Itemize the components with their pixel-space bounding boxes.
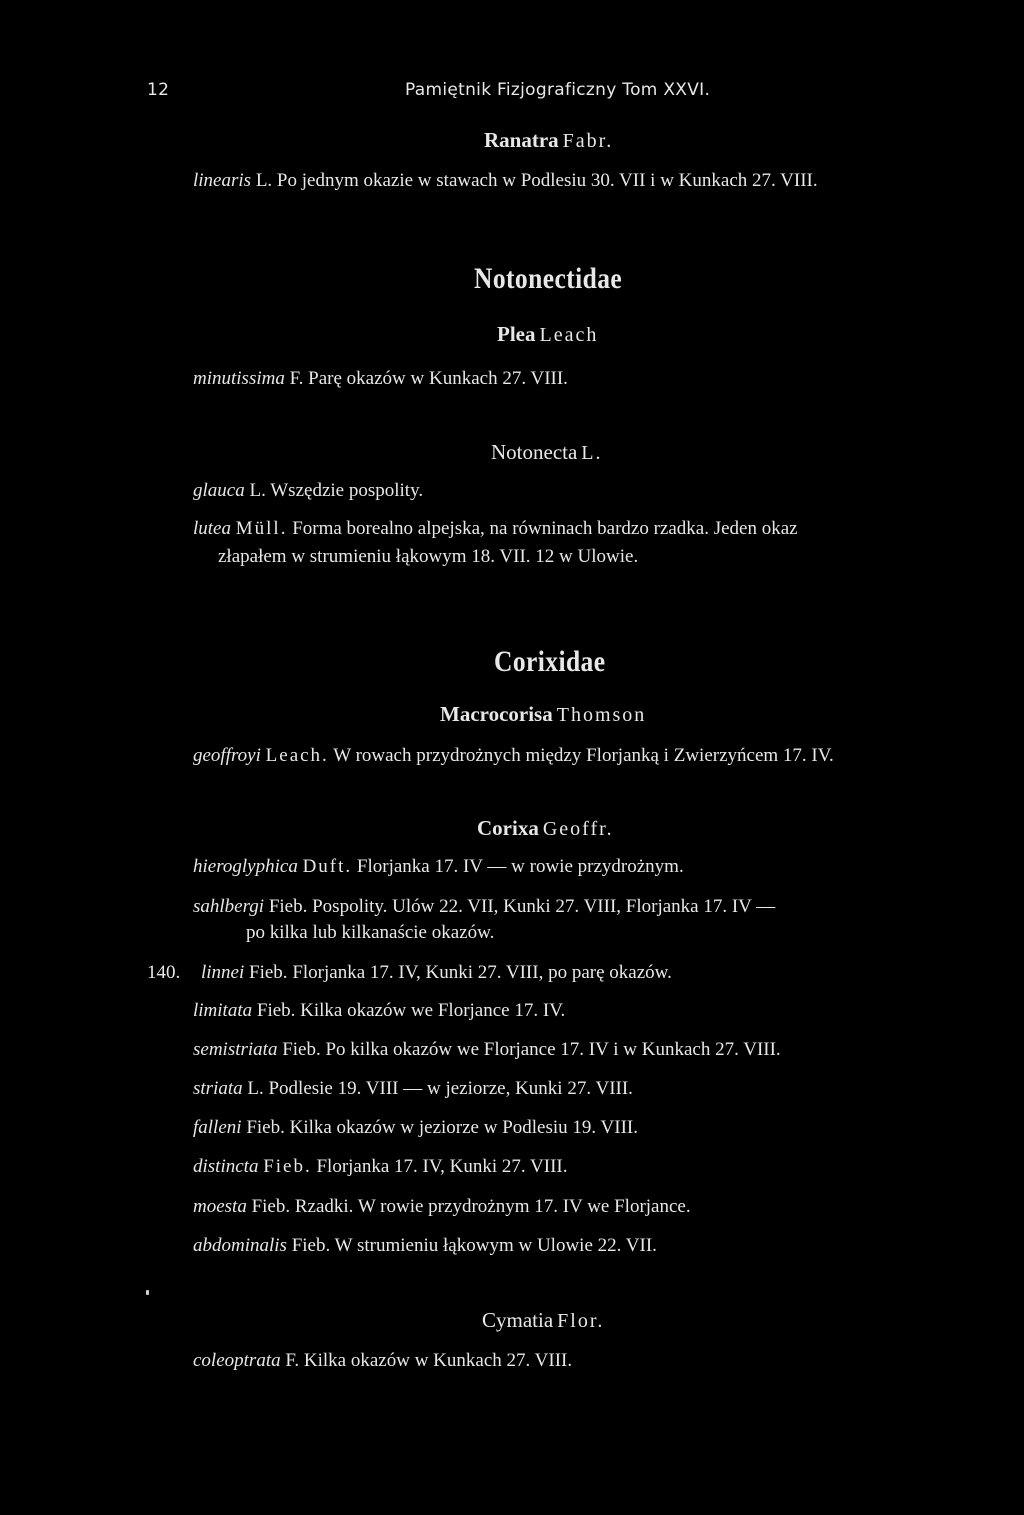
species-name: linearis: [193, 170, 252, 191]
species-name: glauca: [193, 480, 245, 501]
genus-author: L.: [581, 442, 603, 464]
print-speck: [146, 1290, 149, 1295]
species-entry-geoffroyi: [193, 745, 834, 767]
species-text: W rowach przydrożnych między Florjanką i Zwierzyńcem 17. IV.: [333, 745, 834, 766]
genus-name: Ranatra: [484, 128, 559, 152]
genus-name: Cymatia: [482, 1308, 554, 1332]
species-text: Wszędzie pospolity.: [270, 480, 424, 501]
genus-heading-plea: [497, 322, 598, 347]
species-entry-hieroglyphica: [193, 856, 684, 878]
species-name: moesta: [193, 1196, 247, 1217]
species-text: Rzadki. W rowie przydrożnym 17. IV we Florjance.: [294, 1196, 691, 1217]
family-heading-notonectidae: Notonectidae: [474, 262, 623, 295]
species-author: Fieb.: [263, 1156, 312, 1177]
species-name: geoffroyi: [193, 745, 261, 766]
page-number: 12: [147, 80, 170, 100]
species-name: hieroglyphica: [193, 856, 298, 877]
species-entry-semistriata: [193, 1039, 781, 1061]
species-entry-minutissima: [193, 368, 568, 390]
genus-author: Flor.: [557, 1310, 605, 1332]
species-author: F.: [289, 368, 304, 389]
species-text: Po jednym okazie w stawach w Podlesiu 30. VII i w Kunkach 27. VIII.: [276, 170, 818, 191]
species-entry-sahlbergi-continued: po kilka lub kilkanaście okazów.: [246, 922, 495, 943]
species-author: Fieb.: [251, 1196, 291, 1217]
species-name: limitata: [193, 1000, 253, 1021]
species-text: Florjanka 17. IV, Kunki 27. VIII, po parę okazów.: [292, 962, 672, 983]
species-author: Fieb.: [268, 896, 308, 917]
genus-heading-macrocorisa: [440, 702, 646, 727]
species-name: striata: [193, 1078, 243, 1099]
genus-heading-corixa: [477, 816, 614, 841]
species-text: Podlesie 19. VIII — w jeziorze, Kunki 27. VIII.: [268, 1078, 633, 1099]
species-name: sahlbergi: [193, 896, 265, 917]
species-entry-striata: [193, 1078, 633, 1100]
species-entry-glauca: [193, 480, 423, 502]
species-author: Fieb.: [256, 1000, 296, 1021]
species-text: Parę okazów w Kunkach 27. VIII.: [308, 368, 568, 389]
species-text: Kilka okazów we Florjance 17. IV.: [300, 1000, 566, 1021]
species-entry-abdominalis: [193, 1235, 657, 1257]
species-text: Forma borealno alpejska, na równinach bardzo rzadka. Jeden okaz: [292, 518, 798, 539]
species-author: Fieb.: [282, 1039, 321, 1060]
species-entry-moesta: [193, 1196, 691, 1218]
species-entry-linnei: [201, 962, 672, 984]
species-author: Duft.: [302, 856, 353, 877]
species-text: Florjanka 17. IV — w rowie przydrożnym.: [356, 856, 684, 877]
species-entry-lutea-continued: złapałem w strumieniu łąkowym 18. VII. 12 w Ulowie.: [218, 546, 639, 567]
species-text: W strumieniu łąkowym w Ulowie 22. VII.: [334, 1235, 657, 1256]
species-author: L.: [247, 1078, 264, 1099]
species-author: Fieb.: [291, 1235, 331, 1256]
species-text: Po kilka okazów we Florjance 17. IV i w Kunkach 27. VIII.: [325, 1039, 781, 1060]
species-name: distincta: [193, 1156, 259, 1177]
species-author: L.: [255, 170, 273, 191]
genus-heading-cymatia: [482, 1308, 604, 1333]
species-entry-lutea: [193, 518, 798, 540]
species-author: Leach.: [265, 745, 329, 766]
genus-name: Notonecta: [491, 440, 578, 464]
species-entry-falleni: [193, 1117, 638, 1139]
species-text: Kilka okazów w jeziorze w Podlesiu 19. VIII.: [289, 1117, 639, 1138]
genus-name: Plea: [497, 322, 536, 346]
genus-author: Fabr.: [562, 130, 614, 152]
species-name: minutissima: [193, 368, 285, 389]
species-name: abdominalis: [193, 1235, 287, 1256]
species-author: F.: [285, 1350, 300, 1371]
genus-heading-notonecta: [491, 440, 603, 465]
genus-author: Thomson: [556, 704, 647, 726]
species-entry-linearis: [193, 170, 818, 192]
species-author: L.: [249, 480, 266, 501]
species-text: Kilka okazów w Kunkach 27. VIII.: [303, 1350, 573, 1371]
journal-title: Pamiętnik Fizjograficzny Tom XXVI.: [405, 80, 711, 100]
species-name: falleni: [193, 1117, 242, 1138]
species-entry-distincta: [193, 1156, 568, 1178]
genus-name: Corixa: [477, 816, 539, 840]
genus-author: Leach: [539, 324, 599, 346]
genus-name: Macrocorisa: [440, 702, 553, 726]
species-entry-coleoptrata: [193, 1350, 572, 1372]
species-name: coleoptrata: [193, 1350, 281, 1371]
species-name: lutea: [193, 518, 231, 539]
species-name: semistriata: [193, 1039, 278, 1060]
entry-number: 140.: [147, 962, 181, 983]
genus-author: Geoffr.: [542, 818, 614, 840]
family-heading-corixidae: Corixidae: [494, 645, 606, 678]
species-author: Müll.: [235, 518, 288, 539]
species-author: Fieb.: [246, 1117, 285, 1138]
species-text: Florjanka 17. IV, Kunki 27. VIII.: [316, 1156, 568, 1177]
species-entry-sahlbergi: [193, 896, 775, 918]
species-text: Pospolity. Ulów 22. VII, Kunki 27. VIII, Florjanka 17. IV —: [312, 896, 776, 917]
genus-heading-ranatra: [484, 128, 613, 153]
species-author: Fieb.: [249, 962, 288, 983]
species-name: linnei: [201, 962, 245, 983]
species-entry-limitata: [193, 1000, 565, 1022]
